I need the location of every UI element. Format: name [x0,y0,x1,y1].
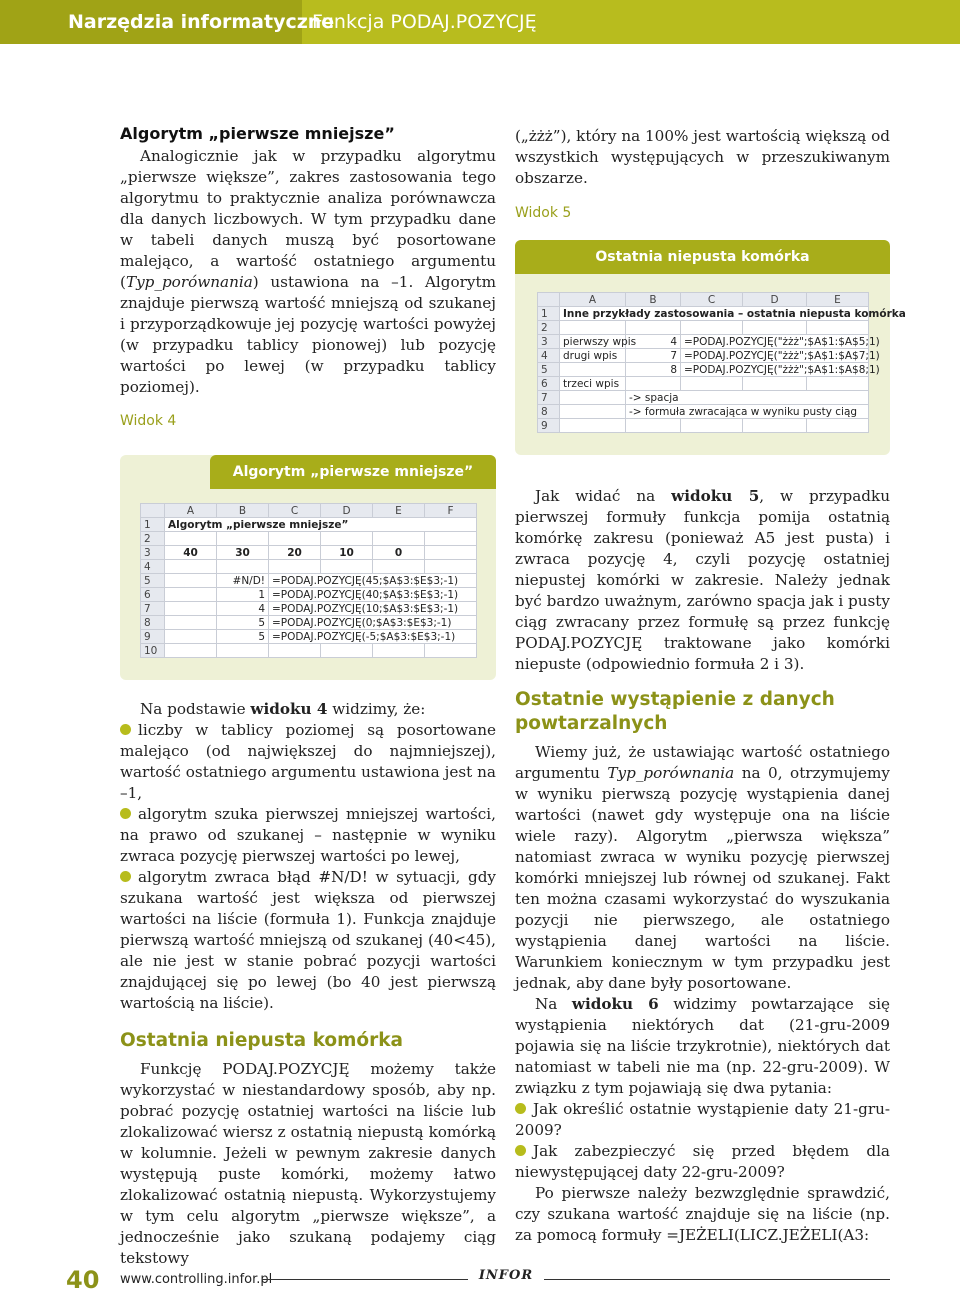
right-column-bottom [515,486,890,1246]
row-header: 9 [538,419,560,433]
cell: drugi wpis [560,349,626,363]
row-header: 7 [538,391,560,405]
bullet-item [120,804,496,867]
paragraph [120,146,496,398]
table-header-row [538,293,869,307]
text: Na [535,995,572,1013]
table-row [141,532,477,546]
cell: pierwszy wpis [560,335,626,349]
italic-term: Typ_porównania [125,273,253,291]
cell [217,644,269,658]
corner-cell [141,504,165,518]
table-row [141,616,477,630]
result-cell: 5 [217,616,269,630]
bullet-dot-icon [515,1103,526,1114]
cell [425,560,477,574]
cell [321,644,373,658]
text: widzimy, że: [327,700,426,718]
column-header: C [269,504,321,518]
cell: trzeci wpis [560,377,626,391]
table-row [538,335,869,349]
cell [743,377,807,391]
text: Jak widać na [535,487,672,505]
row-header: 5 [141,574,165,588]
cell [626,377,681,391]
paragraph: („żżż”), który na 100% jest wartością większą od wszystkich występujących w przeszukiwanym obszarze. [515,127,890,187]
table-row [538,377,869,391]
text: algorytm zwraca błąd #N/D! w sytuacji, gdy szukana wartość jest większa od pierwszej wartości na liście (formuła 1). Funkcja znajduje pierwszą wartość mniejszą od szukanej (40<45), ale nie jest w stanie pobrać pozycji wartości znajdującej się po lewej (bo 40 jest pierwszą wartością na liście). [120,868,496,1012]
cell [269,644,321,658]
header-bar [0,0,960,44]
row-header: 2 [141,532,165,546]
cell [743,321,807,335]
column-header: D [321,504,373,518]
cell [217,560,269,574]
formula-cell: =PODAJ.POZYCJĘ(10;$A$3:$E$3;-1) [269,602,477,616]
paragraph: Po pierwsze należy bezwzględnie sprawdzić, czy szukana wartość znajduje się na liście (np. za pomocą formuły =JEŻELI(LICZ.JEŻELI(A3: [515,1184,890,1244]
cell [321,560,373,574]
cell [560,405,626,419]
column-header: A [560,293,626,307]
result-cell: #N/D! [217,574,269,588]
header-section [0,0,335,44]
right-column-top [515,126,890,222]
cell [425,644,477,658]
section-heading: Ostatnie wystąpienie z danych powtarzalnych [515,689,835,734]
bullet-item [120,867,496,1014]
algorithm-heading: Algorytm „pierwsze mniejsze” [120,124,395,143]
cell: Algorytm „pierwsze mniejsze” [165,518,477,532]
bold-ref: widoku 5 [671,487,760,505]
italic-term: Typ_porównania [607,764,735,782]
cell: Inne przykłady zastosowania – ostatnia niepusta komórka [560,307,869,321]
column-header: A [165,504,217,518]
formula-cell: =PODAJ.POZYCJĘ(0;$A$3:$E$3;-1) [269,616,477,630]
row-header: 9 [141,630,165,644]
bold-ref: widoku 6 [571,995,659,1013]
result-cell: 1 [217,588,269,602]
cell [373,560,425,574]
cell [373,644,425,658]
figure-title: Ostatnia niepusta komórka [515,240,890,274]
cell [373,532,425,546]
cell [217,532,269,546]
bold-ref: widoku 4 [250,700,328,718]
column-header: B [217,504,269,518]
cell: 20 [269,546,321,560]
cell [321,532,373,546]
row-header: 8 [141,616,165,630]
text: Analogicznie jak w przypadku algorytmu „pierwsze większe”, zakres zastosowania tego algorytmu to praktycznie analiza porównawcza dla danych liczbowych. W tym przypadku dane w tabeli danych muszą być posortowane malejąco, a wartość ostatniego argumentu ( [120,147,496,291]
row-header: 4 [141,560,165,574]
figure-5 [515,240,906,455]
cell: 0 [373,546,425,560]
bullet-dot-icon [120,871,131,882]
cell: 40 [165,546,217,560]
table-row [538,405,869,419]
row-header: 1 [141,518,165,532]
table-header-row [141,504,477,518]
column-header: D [743,293,807,307]
figure-title: Algorytm „pierwsze mniejsze” [210,455,496,489]
result-cell: 4 [217,602,269,616]
spreadsheet [537,292,906,433]
table-row [538,349,869,363]
footer-url[interactable]: www.controlling.infor.pl [120,1272,273,1287]
figure-label: Widok 4 [120,413,177,429]
text: Jak zabezpieczyć się przed błędem dla niewystępującej daty 22-gru-2009? [515,1142,890,1181]
table-row [141,560,477,574]
cell [165,588,217,602]
left-column-bottom [120,699,496,1269]
cell [425,532,477,546]
logo-text: INFOR [478,1268,534,1283]
result-cell: 7 [626,349,681,363]
header-topic-label: Funkcja PODAJ.POZYCJĘ [312,11,537,33]
table-row [538,419,869,433]
figure-label: Widok 5 [515,205,572,221]
cell: 10 [321,546,373,560]
cell [681,377,743,391]
cell [626,321,681,335]
cell [807,419,869,433]
paragraph [515,486,890,675]
table-row [538,321,869,335]
row-header: 5 [538,363,560,377]
bullet-item [515,1099,890,1141]
cell [807,321,869,335]
result-cell: 5 [217,630,269,644]
row-header: 1 [538,307,560,321]
text: Wiemy już, że ustawiając wartość ostatniego argumentu [515,743,890,782]
row-header: 7 [141,602,165,616]
figure-4 [120,455,496,680]
column-header: E [373,504,425,518]
table-row [141,574,477,588]
text: ) ustawiona na –1. Algorytm znajduje pierwszą wartość mniejszą od szukanej i przyporządkowuje jej pozycję wartości powyżej (w przypadku tablicy pionowej) lub pozycję wartości po lewej (w przypadku tablicy poziomej). [120,273,496,396]
page-number: 40 [66,1266,100,1294]
table-row [141,588,477,602]
cell [165,644,217,658]
footer-divider [262,1279,890,1280]
formula-cell: =PODAJ.POZYCJĘ(45;$A$3:$E$3;-1) [269,574,477,588]
text: Jak określić ostatnie wystąpienie daty 21-gru-2009? [515,1100,890,1139]
left-column-top [120,124,496,430]
cell: 30 [217,546,269,560]
cell [560,391,626,405]
cell [165,630,217,644]
corner-cell [538,293,560,307]
formula-cell: =PODAJ.POZYCJĘ("żżż";$A$1:$A$5;1) [681,335,869,349]
text: liczby w tablicy poziomej są posortowane malejąco (od największej do najmniejszej), wartość ostatniego argumentu ustawiona jest na –1, [120,721,496,802]
column-header: F [425,504,477,518]
text: algorytm szuka pierwszej mniejszej wartości, na prawo od szukanej – następnie w wyniku zwraca pozycję pierwszej wartości po lewej, [120,805,496,865]
bullet-item [120,720,496,804]
table-row [538,363,869,377]
row-header: 3 [538,335,560,349]
cell [165,532,217,546]
formula-cell: =PODAJ.POZYCJĘ(40;$A$3:$E$3;-1) [269,588,477,602]
bullet-dot-icon [120,808,131,819]
cell [560,419,626,433]
note-cell: -> spacja [626,391,869,405]
formula-cell: =PODAJ.POZYCJĘ("żżż";$A$1:$A$8;1) [681,363,869,377]
row-header: 8 [538,405,560,419]
cell [269,532,321,546]
row-header: 6 [538,377,560,391]
table-row [141,644,477,658]
text: widzimy powtarzające się wystąpienia niektórych dat (21-gru-2009 pojawia się na liście trzykrotnie), niektórych dat natomiast w tabeli nie ma (np. 22-gru-2009). W związku z tym pojawiają się dwa pytania: [515,995,890,1097]
table-row [538,307,869,321]
cell [807,377,869,391]
column-header: B [626,293,681,307]
text: Na podstawie [140,700,251,718]
table-row [141,602,477,616]
text: na 0, otrzymujemy w wyniku pierwszą pozycję wystąpienia danej wartości (nawet gdy występuje ona na liście wiele razy). Algorytm „pierwsza większa” natomiast zwraca w wyniku pozycję pierwszej komórki mniejszej lub równej od szukanej. Fakt ten można czasami wykorzystać do wyszukania pozycji nie pierwszego, ale ostatniego wystąpienia danej wartości na liście. Warunkiem koniecznym w tym przypadku jest jednak, aby dane były posortowane. [515,764,891,992]
result-cell: 8 [626,363,681,377]
bullet-item [515,1141,890,1183]
cell [560,321,626,335]
table-row [141,630,477,644]
paragraph: Funkcję PODAJ.POZYCJĘ możemy także wykorzystać w niestandardowy sposób, aby np. pobrać pozycję ostatniej wartości na liście lub zlokalizować wiersz z ostatnią niepustą komórką w kolumnie. Jeżeli w pewnym zakresie danych występują puste komórki, możemy łatwo zlokalizować ostatnią niepustą. Wykorzystujemy w tym celu algorytm „pierwsze większe”, a jednocześnie jako szukaną podajemy ciąg tekstowy [120,1060,496,1267]
cell [681,419,743,433]
cell [165,602,217,616]
section-heading: Ostatnia niepusta komórka [120,1030,404,1051]
bullet-dot-icon [515,1145,526,1156]
cell [165,574,217,588]
row-header: 4 [538,349,560,363]
cell [165,560,217,574]
paragraph [515,742,890,994]
header-section-label: Narzędzia informatyczne [68,11,335,33]
table-row [538,391,869,405]
column-header: C [681,293,743,307]
infor-logo [468,1262,544,1290]
cell [165,616,217,630]
row-header: 6 [141,588,165,602]
bullet-dot-icon [120,724,131,735]
formula-cell: =PODAJ.POZYCJĘ("żżż";$A$1:$A$7;1) [681,349,869,363]
table-row [141,546,477,560]
row-header: 10 [141,644,165,658]
cell [681,321,743,335]
formula-cell: =PODAJ.POZYCJĘ(-5;$A$3:$E$3;-1) [269,630,477,644]
spreadsheet [140,503,477,658]
cell [560,363,626,377]
table-row [141,518,477,532]
column-header: E [807,293,869,307]
cell [425,546,477,560]
text: , w przypadku pierwszej formuły funkcja pomija ostatnią komórkę zakresu (ponieważ A5 jest pusta) i zwraca pozycję 4, czyli pozycję ostatniej niepustej komórki w zakresie. Należy jednak być bardzo uważnym, zarówno spacja jak i pusty ciąg zwracany przez formułę są przez funkcję PODAJ.POZYCJĘ traktowane jako komórki niepuste (odpowiednio formuła 2 i 3). [515,487,891,673]
row-header: 2 [538,321,560,335]
row-header: 3 [141,546,165,560]
paragraph [515,994,890,1099]
cell [743,419,807,433]
paragraph [120,699,496,720]
cell [269,560,321,574]
cell [626,419,681,433]
result-cell: 4 [626,335,681,349]
note-cell: -> formuła zwracająca w wyniku pusty ciąg [626,405,869,419]
